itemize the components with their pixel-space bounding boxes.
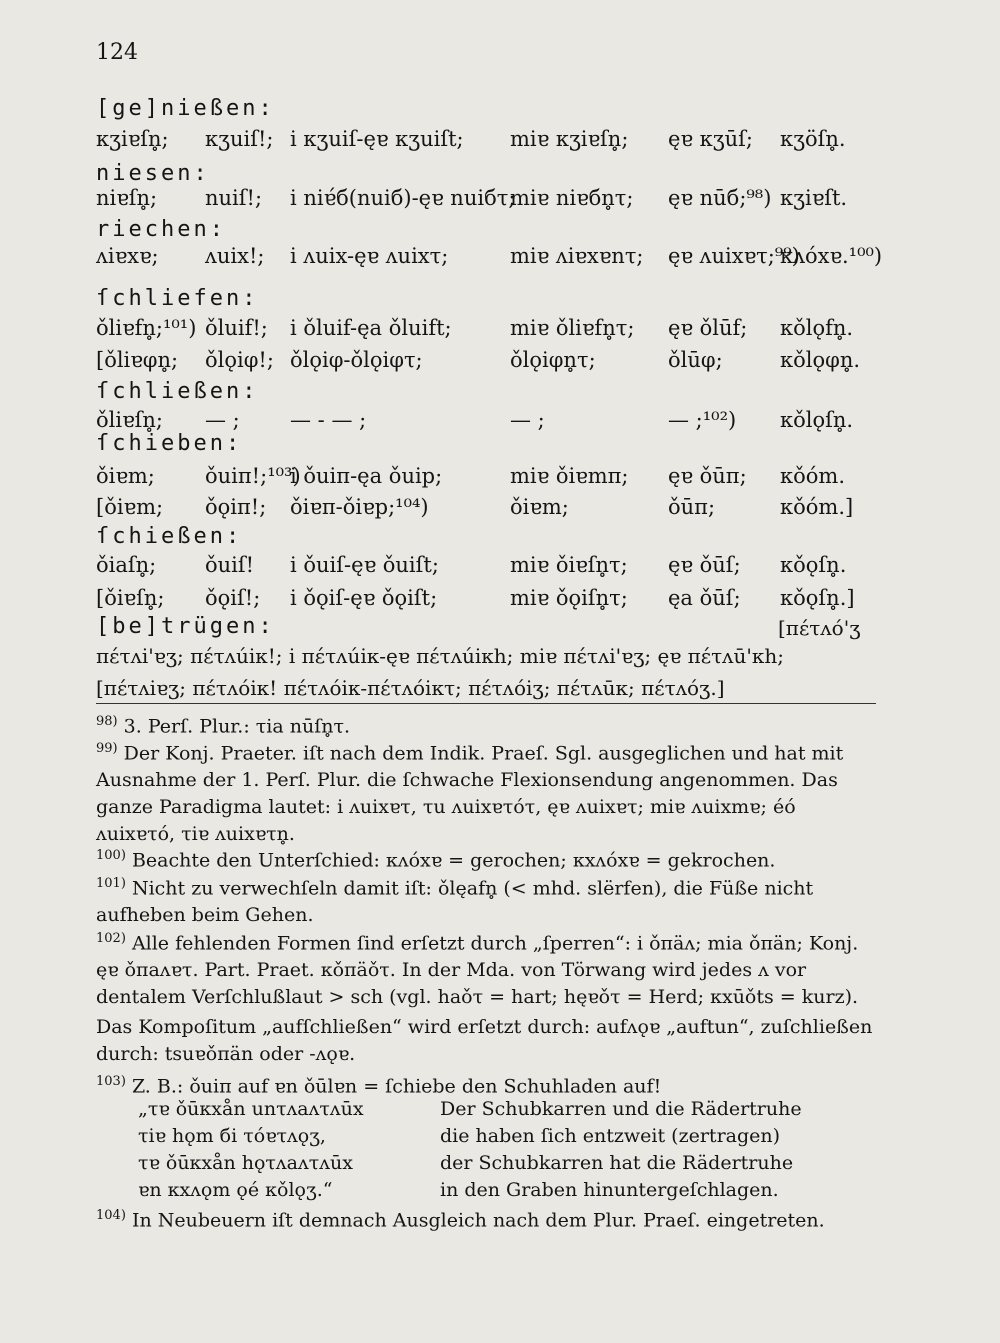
verb-form: κǒóm.: [780, 464, 845, 488]
verb-form: ęɐ ǒūſ;: [668, 553, 741, 577]
poem-line-translation: Der Schubkarren und die Rädertruhe: [440, 1098, 802, 1120]
footnote-text: 3. Perſ. Plur.: τia nūſn̥τ.: [123, 715, 351, 738]
conjugation-line: [0, 464, 1000, 494]
footnote-number: 104): [96, 1208, 126, 1223]
verb-form: κǒǫſn̥.]: [780, 586, 855, 610]
verb-form: ʌuix!;: [205, 244, 265, 268]
conjugation-line: [0, 348, 1000, 378]
verb-form: i ǒǫiſ-ęɐ ǒǫiſt;: [290, 586, 438, 610]
footnote-number: 99): [96, 741, 118, 756]
verb-form: ęɐ ǒlūf;: [668, 316, 748, 340]
footnote-number: 98): [96, 714, 118, 729]
footnote-text: In Neubeuern iſt demnach Ausgleich nach dem Plur. Praeſ. eingetreten.: [131, 1209, 825, 1232]
headword: ſchließen:: [96, 379, 259, 404]
poem-line-translation: der Schubkarren hat die Rädertruhe: [440, 1152, 794, 1174]
footnote-number: 101): [96, 876, 126, 891]
verb-form: i ǒluif-ęa ǒluift;: [290, 316, 452, 340]
verb-form: ęɐ ʌuixɐτ;⁹⁹): [668, 244, 800, 268]
headword-trailing-form: [πέτʌό'ʒ: [778, 616, 861, 640]
verb-form: ǒuiſ!: [205, 553, 255, 577]
footnote-number: 103): [96, 1074, 126, 1089]
verb-form: κǒóm.]: [780, 495, 854, 519]
verb-form: ǒūπ;: [668, 495, 716, 519]
verb-form: — - — ;: [290, 408, 367, 432]
verb-form: κǒlǫφn̥.: [780, 348, 861, 372]
verb-form: κʒuiſ!;: [205, 127, 274, 151]
footnote: [96, 1014, 876, 1068]
verb-form: miɐ ǒliɐfn̥τ;: [510, 316, 635, 340]
poem-line-translation: die haben ſich entzweit (zertragen): [440, 1125, 781, 1147]
conjugation-line: [0, 586, 1000, 616]
poem-line-translation: in den Graben hinuntergeſchlagen.: [440, 1179, 779, 1201]
footnote-text: Nicht zu verwechſeln damit iſt: ǒlęafn̥ (< mhd. slërfen), die Füße nicht aufheben beim Gehen.: [96, 877, 814, 927]
verb-form: miɐ ǒiɐſn̥τ;: [510, 553, 628, 577]
verb-form: ǒlūφ;: [668, 348, 723, 372]
conjugation-line: [0, 553, 1000, 583]
verb-form: ǒlǫiφ-ǒlǫiφτ;: [290, 348, 423, 372]
verb-form: nuiſ!;: [205, 186, 263, 210]
verb-form: κʌóxɐ.¹⁰⁰): [780, 244, 883, 268]
verb-form: ǒlǫiφn̥τ;: [510, 348, 596, 372]
verb-form: [ǒliɐφn̥;: [96, 348, 179, 372]
conjugation-line: [πέτʌiɐʒ; πέτʌóiκ! πέτʌóiκ-πέτʌóiκτ; πέτʌóiʒ; πέτʌūκ; πέτʌóʒ.]: [96, 676, 725, 700]
verb-form: [ǒiɐm;: [96, 495, 164, 519]
headword: [ge]nießen:: [96, 96, 275, 121]
page-number: 124: [96, 40, 138, 65]
verb-form: ǒiaſn̥;: [96, 553, 157, 577]
verb-form: ǒliɐfn̥;¹⁰¹): [96, 316, 197, 340]
footnote-text: Das Kompoſitum „aufſchließen“ wird erſetzt durch: aufʌǫɐ „auftun“, zuſchließen durch: tsuɐǒπän oder -ʌǫɐ.: [96, 1016, 873, 1065]
verb-form: ǒiɐm;: [510, 495, 569, 519]
footnote-text: Alle fehlenden Formen ſind erſetzt durch „ſperren“: i ǒπäʌ; mia ǒπän; Konj. ęɐ ǒπaʌɐτ. Part. Praet. κǒπäǒτ. In der Mda. von Törwang wird jedes ʌ vor dentalem Verſchlußlaut > sch (vgl. haǒτ = hart; hęɐǒτ = Herd; κxūǒts = kurz).: [96, 932, 859, 1009]
verb-form: ęɐ κʒūſ;: [668, 127, 753, 151]
headword: niesen:: [96, 161, 210, 186]
verb-form: i ʌuix-ęɐ ʌuixτ;: [290, 244, 449, 268]
verb-form: i niɐ́б(nuiб)-ęɐ nuiбτ;: [290, 186, 516, 210]
conjugation-line: [0, 127, 1000, 157]
verb-form: ʌiɐxɐ;: [96, 244, 159, 268]
headword: ſchieben:: [96, 431, 243, 456]
verb-form: miɐ ʌiɐxɐnτ;: [510, 244, 644, 268]
conjugation-line: [0, 495, 1000, 525]
poem-line-dialect: ɐn κxʌǫm ǫé κǒlǫʒ.“: [138, 1179, 333, 1201]
verb-form: κǒǫſn̥.: [780, 553, 847, 577]
conjugation-line: [0, 316, 1000, 346]
verb-form: ǒǫiπ!;: [205, 495, 267, 519]
verb-form: miɐ niɐбn̥τ;: [510, 186, 634, 210]
verb-form: miɐ ǒiɐmπ;: [510, 464, 629, 488]
verb-form: ǒiɐm;: [96, 464, 155, 488]
verb-form: ǒlǫiφ!;: [205, 348, 274, 372]
verb-form: ęa ǒūſ;: [668, 586, 741, 610]
verb-form: κʒöſn̥.: [780, 127, 846, 151]
verb-form: κʒiɐſn̥;: [96, 127, 169, 151]
footnote-number: 100): [96, 848, 126, 863]
verb-form: — ;¹⁰²): [668, 408, 737, 432]
footnote-number: 102): [96, 931, 126, 946]
footnote: [96, 735, 876, 848]
poem-line-dialect: τɐ ǒūκxån hǫτʌaʌτʌūx: [138, 1152, 353, 1174]
headword: riechen:: [96, 217, 226, 242]
footnote: [96, 925, 876, 1011]
footnote: [96, 1202, 876, 1234]
verb-form: i ǒuiπ-ęa ǒuip;: [290, 464, 443, 488]
verb-form: — ;: [510, 408, 545, 432]
verb-form: ǒiɐπ-ǒiɐp;¹⁰⁴): [290, 495, 429, 519]
footnote: [96, 1068, 876, 1100]
verb-form: ǒuiπ!;¹⁰³): [205, 464, 301, 488]
verb-form: ǒluif!;: [205, 316, 268, 340]
conjugation-line: πέτʌi'ɐʒ; πέτʌúiκ!; i πέτʌúiκ-ęɐ πέτʌúiκh; miɐ πέτʌi'ɐʒ; ęɐ πέτʌū'κh;: [96, 644, 784, 668]
verb-form: miɐ κʒiɐſn̥;: [510, 127, 629, 151]
poem-line-dialect: „τɐ ǒūκxån unτʌaʌτʌūx: [138, 1098, 364, 1120]
verb-form: κǒlǫfn̥.: [780, 316, 854, 340]
verb-form: ęɐ nūб;⁹⁸): [668, 186, 772, 210]
headword: ſchliefen:: [96, 286, 259, 311]
verb-form: ǒliɐſn̥;: [96, 408, 163, 432]
verb-form: [ǒiɐſn̥;: [96, 586, 165, 610]
footnote: [96, 870, 876, 929]
footnote-rule: [96, 703, 876, 704]
headword: [be]trügen:: [96, 614, 275, 639]
headword: ſchießen:: [96, 524, 243, 549]
verb-form: niɐſn̥;: [96, 186, 158, 210]
poem-line-dialect: τiɐ hǫm бi τóɐτʌǫʒ,: [138, 1125, 326, 1147]
conjugation-line: [0, 186, 1000, 216]
verb-form: i ǒuiſ-ęɐ ǒuiſt;: [290, 553, 439, 577]
verb-form: — ;: [205, 408, 240, 432]
verb-form: i κʒuiſ-ęɐ κʒuiſt;: [290, 127, 464, 151]
conjugation-line: [0, 244, 1000, 274]
verb-form: ęɐ ǒūπ;: [668, 464, 747, 488]
footnote-text: Beachte den Unterſchied: κʌóxɐ = gerochen; κxʌóxɐ = gekrochen.: [131, 849, 776, 872]
footnote-text: Z. B.: ǒuiπ auf ɐn ǒūlɐn = ſchiebe den Schuhladen auf!: [131, 1075, 662, 1098]
verb-form: ǒǫiſ!;: [205, 586, 261, 610]
footnote-text: Der Konj. Praeter. iſt nach dem Indik. Praeſ. Sgl. ausgeglichen und hat mit Ausnahme der 1. Perſ. Plur. die ſchwache Flexionsendung angenommen. Das ganze Paradigma lautet: i ʌuixɐτ, τu ʌuixɐτóτ, ęɐ ʌuixɐτ; miɐ ʌuixmɐ; éó ʌuixɐτó, τiɐ ʌuixɐτn̥.: [96, 742, 844, 846]
verb-form: κǒlǫſn̥.: [780, 408, 854, 432]
verb-form: κʒiɐſt.: [780, 186, 848, 210]
verb-form: miɐ ǒǫiſn̥τ;: [510, 586, 628, 610]
